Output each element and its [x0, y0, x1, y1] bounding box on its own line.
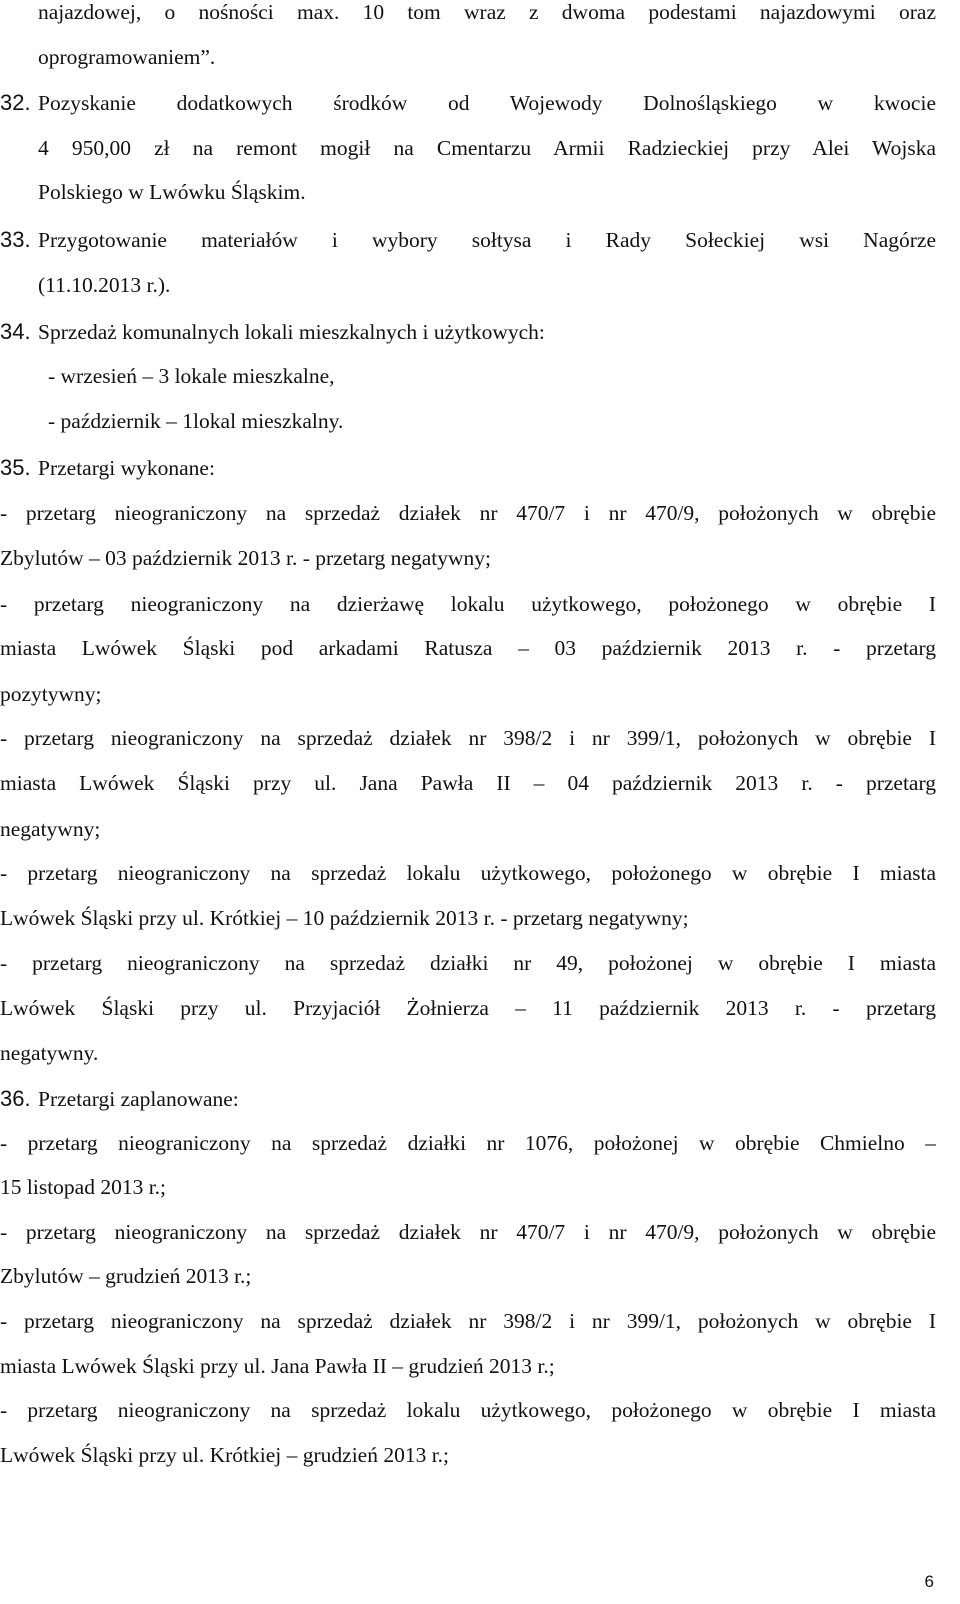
- intro-line-2: oprogramowaniem”.: [38, 45, 216, 69]
- item-34-bullet-2: - październik – 1lokal mieszkalny.: [48, 409, 344, 433]
- item-35-line-3: - przetarg nieograniczony na dzierżawę lokalu użytkowego, położonego w obrębie I: [0, 592, 936, 616]
- item-35-line-12: Lwówek Śląski przy ul. Przyjaciół Żołnierza – 11 październik 2013 r. - przetarg: [0, 996, 936, 1020]
- item-32-number: 32.: [0, 90, 31, 115]
- item-35-line-1: - przetarg nieograniczony na sprzedaż działek nr 470/7 i nr 470/9, położonych w obrębie: [0, 501, 936, 525]
- item-35-line-4: miasta Lwówek Śląski pod arkadami Ratusza – 03 październik 2013 r. - przetarg: [0, 636, 936, 660]
- item-36-line-1: - przetarg nieograniczony na sprzedaż działki nr 1076, położonej w obrębie Chmielno –: [0, 1131, 936, 1155]
- item-33-line-2: (11.10.2013 r.).: [38, 273, 171, 297]
- item-35-number: 35.: [0, 455, 31, 480]
- item-36-line-6: miasta Lwówek Śląski przy ul. Jana Pawła II – grudzień 2013 r.;: [0, 1354, 555, 1378]
- item-35-line-7: miasta Lwówek Śląski przy ul. Jana Pawła II – 04 październik 2013 r. - przetarg: [0, 771, 936, 795]
- item-35-line-13: negatywny.: [0, 1041, 99, 1065]
- item-36-number: 36.: [0, 1086, 31, 1111]
- item-36-line-4: Zbylutów – grudzień 2013 r.;: [0, 1264, 252, 1288]
- item-34-number: 34.: [0, 319, 31, 344]
- item-36-line-2: 15 listopad 2013 r.;: [0, 1175, 167, 1199]
- item-35-line-6: - przetarg nieograniczony na sprzedaż działek nr 398/2 i nr 399/1, położonych w obrębie I: [0, 726, 936, 750]
- item-36-title-line: [0, 1084, 936, 1114]
- item-32-line-2: 4 950,00 zł na remont mogił na Cmentarzu Armii Radzieckiej przy Alei Wojska: [38, 136, 936, 160]
- item-34-bullet-1: - wrzesień – 3 lokale mieszkalne,: [48, 364, 335, 388]
- item-33-first-line: [0, 225, 936, 255]
- item-34-title: Sprzedaż komunalnych lokali mieszkalnych i użytkowych:: [38, 320, 545, 344]
- item-33-text: Przygotowanie materiałów i wybory sołtysa i Rady Sołeckiej wsi Nagórze: [38, 228, 936, 252]
- item-35-line-2: Zbylutów – 03 październik 2013 r. - przetarg negatywny;: [0, 546, 491, 570]
- item-35-title: Przetargi wykonane:: [38, 456, 215, 480]
- item-32-first-line: [0, 88, 936, 118]
- item-35-line-5: pozytywny;: [0, 682, 102, 706]
- item-36-line-8: Lwówek Śląski przy ul. Krótkiej – grudzień 2013 r.;: [0, 1443, 450, 1467]
- item-36-line-3: - przetarg nieograniczony na sprzedaż działek nr 470/7 i nr 470/9, położonych w obrębie: [0, 1220, 936, 1244]
- page-number: 6: [924, 1572, 934, 1591]
- item-35-title-line: [0, 453, 936, 483]
- item-35-line-10: Lwówek Śląski przy ul. Krótkiej – 10 październik 2013 r. - przetarg negatywny;: [0, 906, 689, 930]
- item-32-text: Pozyskanie dodatkowych środków od Wojewody Dolnośląskiego w kwocie: [38, 91, 936, 115]
- intro-line-1: najazdowej, o nośności max. 10 tom wraz z dwoma podestami najazdowymi oraz: [38, 0, 936, 24]
- item-35-line-8: negatywny;: [0, 817, 101, 841]
- item-36-line-5: - przetarg nieograniczony na sprzedaż działek nr 398/2 i nr 399/1, położonych w obrębie I: [0, 1309, 936, 1333]
- item-32-line-3: Polskiego w Lwówku Śląskim.: [38, 180, 306, 204]
- item-33-number: 33.: [0, 227, 31, 252]
- item-36-line-7: - przetarg nieograniczony na sprzedaż lokalu użytkowego, położonego w obrębie I miasta: [0, 1398, 936, 1422]
- item-34-title-line: [0, 317, 936, 347]
- item-35-line-9: - przetarg nieograniczony na sprzedaż lokalu użytkowego, położonego w obrębie I miasta: [0, 861, 936, 885]
- item-36-title: Przetargi zaplanowane:: [38, 1087, 239, 1111]
- item-35-line-11: - przetarg nieograniczony na sprzedaż działki nr 49, położonej w obrębie I miasta: [0, 951, 936, 975]
